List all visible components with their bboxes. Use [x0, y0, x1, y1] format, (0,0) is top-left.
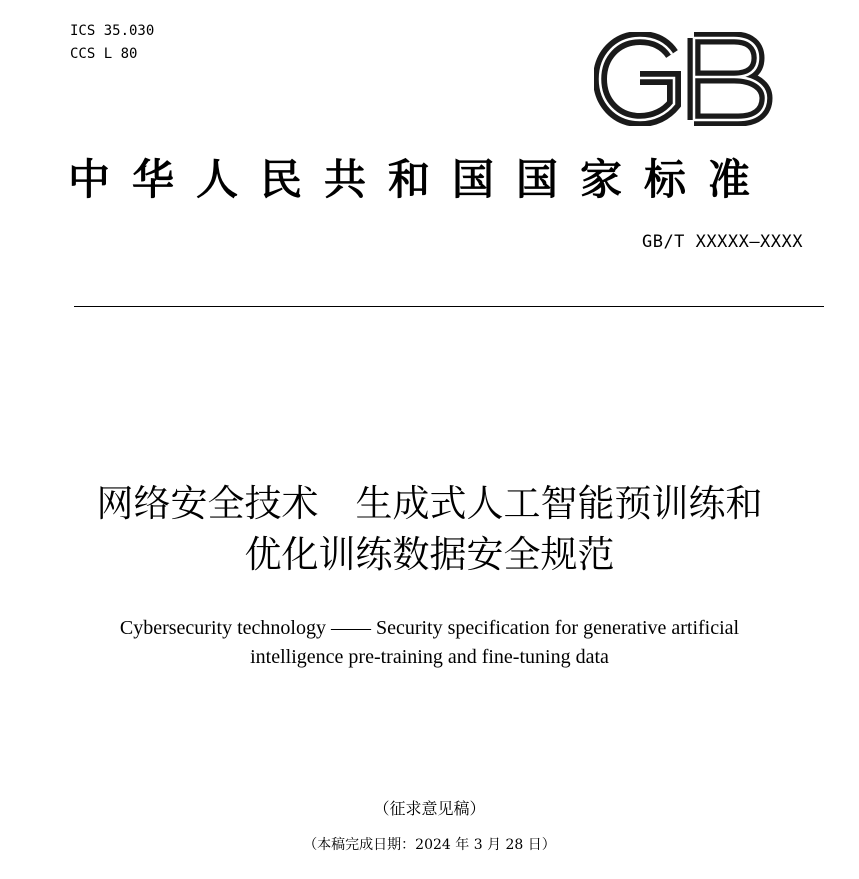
standard-org-name: 中华人民共和国国家标准 [68, 155, 773, 204]
draft-status: （征求意见稿） [373, 799, 486, 818]
ics-code: ICS 35.030 [70, 23, 155, 39]
title-en-line-2: intelligence pre-training and fine-tuning data [250, 646, 609, 668]
completion-date: （本稿完成日期：2024 年 3 月 28 日） [303, 837, 556, 853]
title-en-line-1: Cybersecurity technology —— Security specification for generative artificial [119, 617, 740, 639]
title-english [40, 614, 819, 672]
ccs-code: CCS L 80 [70, 46, 138, 62]
title-cn-line-1: 网络安全技术 生成式人工智能预训练和 [96, 482, 763, 525]
title-cn-line-2: 优化训练数据安全规范 [244, 533, 615, 576]
classification-codes [70, 20, 154, 66]
gb-logo-icon [594, 32, 774, 126]
title-chinese [40, 478, 819, 580]
header-divider [74, 306, 824, 307]
standard-number: GB/T XXXXX—XXXX [641, 232, 803, 252]
